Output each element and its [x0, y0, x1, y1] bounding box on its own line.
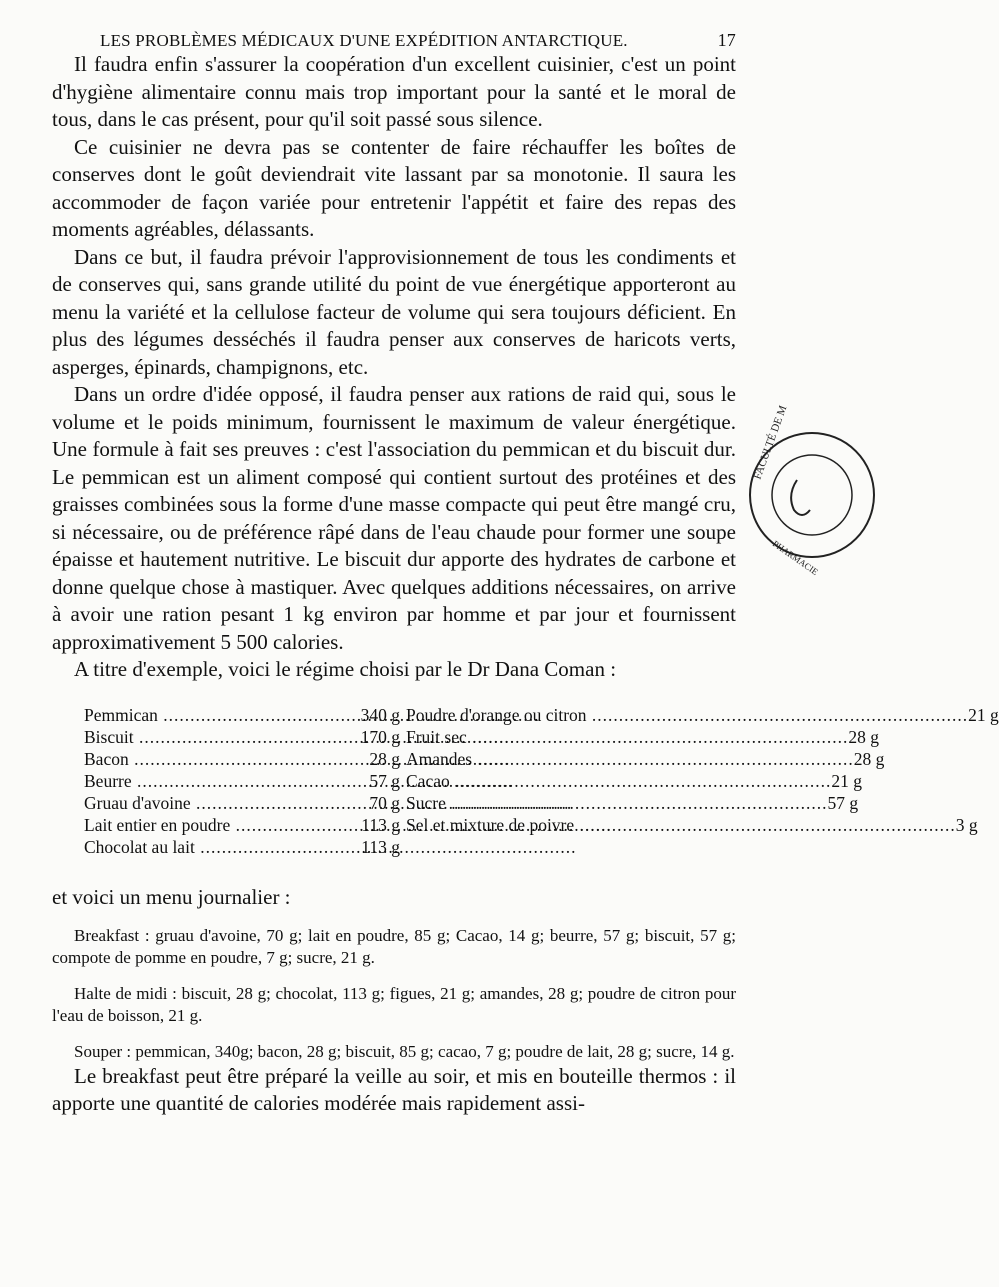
- library-stamp: [742, 403, 821, 580]
- diet-qty: 113 g: [361, 814, 400, 835]
- diet-item: Gruau d'avoine .....: [84, 792, 334, 814]
- diet-row: [406, 814, 978, 836]
- diet-qty: 170 g: [360, 726, 400, 747]
- diet-item: Beurre .....: [84, 770, 334, 792]
- diet-row: [406, 726, 880, 748]
- diet-item: Pemmican .....: [84, 704, 334, 726]
- diet-qty: 3 g: [955, 814, 978, 835]
- diet-item: Lait entier en poudre .....: [84, 814, 334, 836]
- paragraph: Ce cuisinier ne devra pas se contenter de faire réchauffer les boîtes de conserves dont le goût deviendrait vite lassant par sa monotonie. Il saura les accommoder de façon variée pour entretenir l'appétit et faire des repas des moments agréables, délassants.: [52, 134, 736, 241]
- stamp-text-top: FACULTÉ DE M: [751, 403, 790, 482]
- header-title: LES PROBLÈMES MÉDICAUX D'UNE EXPÉDITION ANTARCTIQUE.: [100, 31, 628, 50]
- diet-qty: 113 g: [361, 836, 400, 857]
- meal-breakfast: Breakfast : gruau d'avoine, 70 g; lait en poudre, 85 g; Cacao, 14 g; beurre, 57 g; biscuit, 57 g; compote de pomme en poudre, 7 g; sucre, 21 g.: [52, 925, 736, 967]
- running-header: [100, 30, 736, 51]
- paragraph: A titre d'exemple, voici le régime choisi par le Dr Dana Coman :: [74, 657, 617, 681]
- diet-table: [84, 704, 999, 858]
- diet-row: [406, 704, 999, 726]
- diet-row: [84, 726, 406, 748]
- diet-item: Sucre .....: [406, 792, 827, 814]
- diet-qty: 70 g: [369, 792, 400, 813]
- paragraph: Il faudra enfin s'assurer la coopération d'un excellent cuisinier, c'est un point d'hygiène alimentaire connu mais trop important pour la santé et le moral de tous, dans le cas présent, pour qu'il soit passé sous silence.: [52, 52, 736, 131]
- diet-qty: 21 g: [968, 704, 999, 725]
- diet-item: Cacao .....: [406, 770, 831, 792]
- diet-qty: 21 g: [831, 770, 862, 791]
- diet-item: Sel et mixture de poivre .....: [406, 814, 956, 836]
- diet-qty: 57 g: [369, 770, 400, 791]
- diet-row: [84, 748, 406, 770]
- diet-column-right: [406, 704, 999, 858]
- diet-item: Fruit sec .....: [406, 726, 848, 748]
- diet-row: [406, 748, 885, 770]
- final-paragraph: Le breakfast peut être préparé la veille au soir, et mis en bouteille thermos : il apporte une quantité de calories modérée mais rapidement assi-: [52, 1063, 736, 1115]
- meal-dinner: Souper : pemmican, 340g; bacon, 28 g; biscuit, 85 g; cacao, 7 g; poudre de lait, 28 g; sucre, 14 g.: [74, 1041, 735, 1061]
- diet-qty: 57 g: [827, 792, 859, 813]
- paragraph: Dans ce but, il faudra prévoir l'approvisionnement de tous les condiments et de conserves qui, sans grande utilité du point de vue énergétique apporteront au menu la variété et la cellulose facteur de volume qui sera toujours déficient. En plus des légumes desséchés il faudra penser aux conserves de haricots verts, asperges, épinards, champignons, etc.: [52, 244, 736, 379]
- diet-row: [84, 836, 406, 858]
- page-number: 17: [717, 30, 736, 50]
- diet-qty: 28 g: [369, 748, 400, 769]
- stamp-text-bottom: PHARMACIE: [770, 538, 821, 578]
- diet-row: [84, 814, 406, 836]
- diet-item: Chocolat au lait .....: [84, 836, 334, 858]
- paragraph: Dans un ordre d'idée opposé, il faudra penser aux rations de raid qui, sous le volume et le poids minimum, fournissent le maximum de valeur énergétique. Une formule à fait ses preuves : c'est l'association du pemmican et du biscuit dur. Le pemmican est un aliment composé qui contient surtout des protéines et des graisses combinées sous la forme d'une masse compacte qui peut être mangé cru, si nécessaire, ou de préférence râpé dans de l'eau chaude pour former une soupe épaisse et hautement nutritive. Le biscuit dur apporte des hydrates de carbone et donne quelque chose à mastiquer. Avec quelques additions nécessaires, on arrive à avoir une ration pesant 1 kg environ par homme et par jour et fournissent approximativement 5 500 calories.: [52, 382, 736, 654]
- diet-item: Poudre d'orange ou citron .....: [406, 704, 968, 726]
- meal-lunch: Halte de midi : biscuit, 28 g; chocolat, 113 g; figues, 21 g; amandes, 28 g; poudre de citron pour l'eau de boisson, 21 g.: [52, 983, 736, 1025]
- diet-item: Biscuit .....: [84, 726, 334, 748]
- diet-qty: 340 g: [360, 704, 400, 725]
- diet-row: [84, 792, 406, 814]
- diet-column-left: [84, 704, 406, 858]
- menu-intro: et voici un menu journalier :: [52, 884, 291, 909]
- diet-item: Bacon .....: [84, 748, 334, 770]
- body-text: [52, 51, 736, 684]
- diet-row: [406, 770, 862, 792]
- diet-row: [84, 704, 406, 726]
- diet-row: [84, 770, 406, 792]
- diet-item: Amandes .....: [406, 748, 854, 770]
- diet-row: [406, 792, 859, 814]
- diet-qty: 28 g: [848, 726, 880, 747]
- diet-qty: 28 g: [853, 748, 885, 769]
